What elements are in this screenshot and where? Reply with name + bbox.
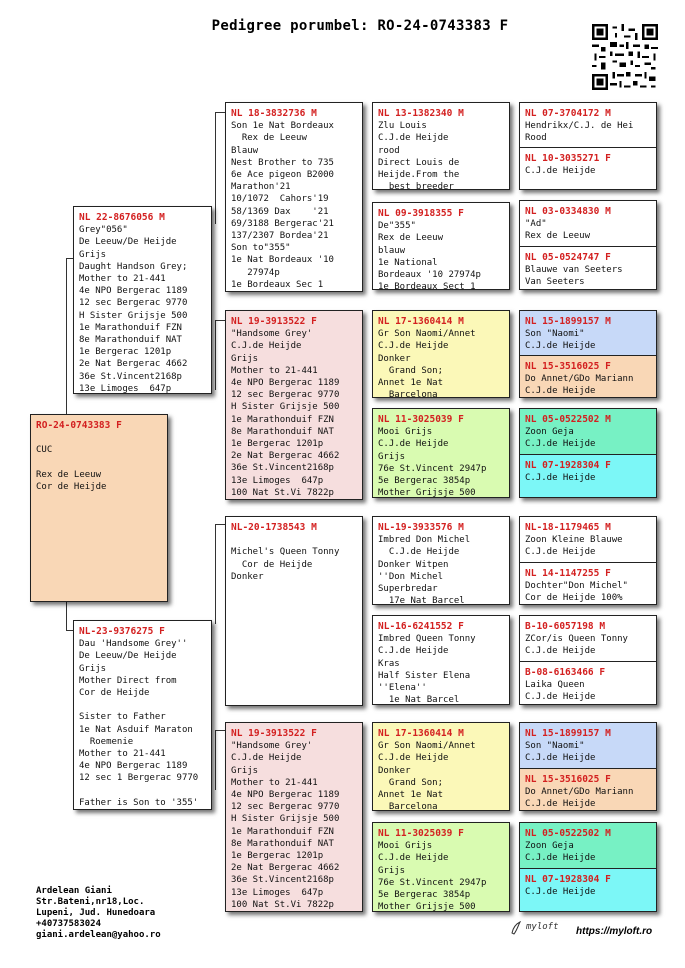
info-line: 4e NPO Bergerac 1189 (79, 286, 188, 297)
dd-lines (226, 740, 362, 911)
card-lines (520, 472, 656, 484)
info-line: 76e St.Vincent 2947p (378, 877, 487, 888)
info-line: blauw (378, 245, 406, 256)
info-line: Dochter"Don Michel" (525, 580, 628, 591)
info-line: C.J.de Heijde (525, 166, 596, 177)
info-line: Mother to 21-441 (231, 777, 318, 788)
sire-lines (74, 224, 211, 394)
info-line: De Leeuw/De Heijde (79, 651, 177, 662)
info-line: Lupeni, Jud. Hunedoara (36, 908, 156, 918)
info-line: Imbred Queen Tonny (378, 634, 476, 645)
info-line: 13e Limoges 647p (231, 887, 324, 898)
card-lines (520, 264, 656, 288)
info-line: 2e Nat Bergerac 4662 (231, 863, 340, 874)
info-line: C.J.de Heijde (378, 547, 460, 558)
info-line: Donker (378, 353, 411, 364)
info-line: Mooi Grijs (378, 841, 433, 852)
card-lines (520, 120, 656, 144)
info-line: Annet 1e Nat (378, 790, 444, 801)
info-line: Grijs (231, 353, 259, 364)
gen3-card[interactable] (372, 516, 510, 605)
info-line: C.J.de Heijde (525, 798, 596, 809)
gen4-sire-half (520, 823, 656, 868)
card-lines (520, 534, 656, 558)
info-line: Cor de Heijde (231, 559, 313, 570)
info-line: Half Sister Elena (378, 670, 471, 681)
connector (66, 258, 67, 414)
info-line: C.J.de Heijde (525, 853, 596, 864)
info-line: Zoon Geja (525, 841, 574, 852)
gen3-card[interactable] (372, 202, 510, 290)
ring-number: NL 05-0524747 F (525, 252, 611, 263)
gen4-dam-half (520, 454, 656, 498)
info-line: Zlu Louis (378, 121, 427, 132)
connector (66, 600, 67, 630)
card-lines (373, 633, 509, 705)
info-line: C.J.de Heijde (525, 341, 596, 352)
info-line: ''Elena'' (378, 683, 427, 694)
info-line: Nest Brother to 735 (231, 157, 334, 168)
info-line: Zoon Geja (525, 427, 574, 438)
info-line: C.J.de Heijde (231, 341, 302, 352)
gen3-card[interactable] (372, 722, 510, 811)
ring-number: NL 18-3832736 M (231, 108, 317, 119)
info-line: Annet 1e Nat (378, 378, 444, 389)
info-line: 58/1369 Dax '21 (231, 206, 329, 217)
ring-number: NL 17-1360414 M (378, 316, 464, 327)
info-line: Donker (378, 765, 411, 776)
card-lines (520, 886, 656, 898)
sd-lines (226, 328, 362, 499)
info-line: 1e Bergerac 1201p (231, 851, 324, 862)
info-line: 76e St.Vincent 2947p (378, 463, 487, 474)
info-line: Rex de Leeuw (36, 469, 102, 480)
info-line: 2e Nat Bergerac 4662 (231, 451, 340, 462)
info-line: 8e Marathonduif NAT (231, 838, 334, 849)
info-line: Direct Louis de (378, 157, 460, 168)
info-line: Laika Queen (525, 680, 585, 691)
info-line: Gr Son Naomi/Annet (378, 741, 476, 752)
info-line: 8e Marathonduif NAT (79, 335, 182, 346)
info-line: Van Seeters (525, 277, 585, 288)
info-line: 36e St.Vincent2168p (79, 371, 182, 382)
info-line: 69/3188 Bergerac'21 (231, 218, 334, 229)
info-line: Kras (378, 658, 400, 669)
ring-number: RO-24-0743383 F (36, 420, 122, 431)
qr-code-icon (592, 24, 658, 90)
ds-lines (226, 534, 362, 583)
info-line: 1e Nat Asduif Maraton (79, 724, 193, 735)
info-line: 100 Nat St.Vi 7822p (231, 899, 334, 910)
gen4-pair-card[interactable] (519, 102, 657, 190)
info-line: 1e Marathonduif FZN (79, 322, 182, 333)
website-link[interactable]: https://myloft.ro (576, 926, 653, 937)
card-lines (520, 328, 656, 352)
ring-number: NL 22-8676056 M (79, 212, 165, 223)
card-lines (373, 740, 509, 811)
info-line: Marathon'21 (231, 182, 291, 193)
info-line: 5e Bergerac 3854p (378, 890, 471, 901)
info-line: Superbredar (378, 584, 438, 595)
info-line: 6e Ace pigeon B2000 (231, 170, 334, 181)
card-lines (373, 328, 509, 398)
info-line: Cor de Heijde 100% (525, 592, 623, 603)
info-line: Rex de Leeuw (231, 133, 307, 144)
info-line: C.J.de Heijde (378, 133, 449, 144)
card-lines (520, 426, 656, 450)
myloft-logo-icon (510, 921, 522, 935)
info-line: ''Don Michel (378, 571, 444, 582)
info-line: "Ad" (525, 219, 547, 230)
ring-number: NL 14-1147255 F (525, 567, 611, 579)
info-line: De"355" (378, 221, 416, 232)
info-line (31, 457, 167, 469)
info-line: 1e Nat Barcel (378, 695, 460, 705)
ring-number: NL 15-3516025 F (525, 361, 611, 372)
info-line: 36e St.Vincent2168p (231, 875, 334, 886)
dam-lines (74, 638, 211, 809)
info-line: Do Annet/GDo Mariann (525, 374, 634, 385)
info-line: 17e Nat Barcel (378, 596, 465, 605)
connector (215, 320, 216, 390)
gen4-pair-card[interactable] (519, 615, 657, 705)
ring-number: NL 19-3913522 F (231, 316, 317, 327)
info-line: Son 1e Nat Bordeaux (231, 121, 334, 132)
info-line: Grijs (79, 663, 107, 674)
info-line: 12 sec Bergerac 9770 (231, 390, 340, 401)
info-line: Mother Grijsje 500 (378, 488, 476, 498)
info-line: C.J.de Heijde (231, 753, 302, 764)
ring-number: NL 19-3913522 F (231, 728, 317, 739)
info-line: 13e Limoges 647p (231, 475, 324, 486)
sire-sire-card[interactable] (225, 102, 363, 292)
dam-sire-card[interactable] (225, 516, 363, 706)
info-line: Barcelona (378, 802, 438, 811)
info-line: C.J.de Heijde (525, 692, 596, 703)
gen4-dam-half (520, 661, 656, 705)
info-line: Cor de Heijde (79, 688, 150, 699)
ring-number: NL 15-1899157 M (525, 316, 611, 327)
ring-number: B-08-6163466 F (525, 667, 606, 678)
info-line: Son "Naomi" (525, 329, 585, 340)
gen4-pair-card[interactable] (519, 722, 657, 811)
info-line: 10/1072 Cahors'19 (231, 194, 329, 205)
info-line: Gr Son Naomi/Annet (378, 329, 476, 340)
info-line: C.J.de Heijde (525, 386, 596, 397)
info-line: 4e NPO Bergerac 1189 (231, 378, 340, 389)
card-lines (373, 120, 509, 190)
info-line: "Handsome Grey' (231, 329, 313, 340)
info-line (74, 699, 211, 711)
ring-number: NL-19-3933576 M (378, 522, 464, 533)
ring-number: NL 17-1360414 M (378, 728, 464, 739)
card-lines (520, 786, 656, 810)
info-line: Mother to 21-441 (79, 749, 166, 760)
info-line: Son "Naomi" (525, 741, 585, 752)
sire-dam-card[interactable] (225, 310, 363, 500)
gen4-sire-half (520, 201, 656, 246)
ring-number: NL-18-1179465 M (525, 522, 611, 533)
gen4-sire-half (520, 723, 656, 768)
info-line: 12 sec Bergerac 9770 (231, 802, 340, 813)
info-line (226, 534, 362, 546)
ss-lines (226, 120, 362, 291)
page-title: Pedigree porumbel: RO-24-0743383 F (211, 18, 509, 34)
info-line: Mother to 21-441 (79, 274, 166, 285)
info-line: Rood (525, 133, 547, 144)
info-line: 12 sec 1 Bergerac 9770 (79, 773, 199, 784)
info-line: +40737583024 (36, 919, 102, 929)
card-lines (520, 840, 656, 864)
gen4-pair-card[interactable] (519, 408, 657, 498)
info-line: Ardelean Giani (36, 886, 112, 896)
connector (215, 112, 216, 224)
info-line: giani.ardelean@yahoo.ro (36, 930, 161, 940)
gen4-dam-half (520, 868, 656, 912)
info-line: 1e Marathonduif FZN (231, 826, 334, 837)
info-line: C.J.de Heijde (525, 646, 596, 657)
info-line: 1e National (378, 257, 438, 268)
info-line: 1e Bergerac 1201p (79, 347, 172, 358)
gen4-dam-half (520, 355, 656, 398)
gen4-dam-half (520, 562, 656, 606)
info-line: Dau 'Handsome Grey'' (79, 639, 188, 650)
info-line: rood (378, 145, 400, 156)
gen3-card[interactable] (372, 822, 510, 912)
ring-number: B-10-6057198 M (525, 621, 606, 632)
info-line: 1e Bordeaux Sect 1 (378, 282, 476, 290)
connector (215, 730, 216, 790)
gen4-pair-card[interactable] (519, 822, 657, 912)
info-line: Father is Son to '355' (79, 797, 199, 808)
info-line: C.J.de Heijde (525, 473, 596, 484)
info-line: Mother Direct from (79, 675, 177, 686)
info-line (31, 432, 167, 444)
info-line: Grand Son; (378, 365, 444, 376)
card-lines (520, 740, 656, 764)
gen4-sire-half (520, 517, 656, 562)
info-line: best breeder (378, 182, 454, 190)
connector (215, 524, 225, 525)
card-lines (373, 426, 509, 498)
connector (215, 730, 225, 731)
gen4-sire-half (520, 409, 656, 454)
gen4-pair-card[interactable] (519, 200, 657, 290)
gen3-card[interactable] (372, 310, 510, 398)
info-line: Imbred Don Michel (378, 535, 471, 546)
gen4-dam-half (520, 147, 656, 190)
ring-number: NL 05-0522502 M (525, 828, 611, 839)
info-line: C.J.de Heijde (525, 439, 596, 450)
info-line: 4e NPO Bergerac 1189 (231, 790, 340, 801)
info-line: Barcelona (378, 390, 438, 398)
info-line: Bordeaux '10 27974p (378, 270, 481, 281)
info-line: 27974p (231, 267, 280, 278)
sire-card[interactable] (73, 206, 212, 394)
info-line: 1e Bordeaux Sec 1 (231, 279, 324, 290)
gen4-sire-half (520, 616, 656, 661)
gen4-sire-half (520, 311, 656, 355)
ring-number: NL-16-6241552 F (378, 621, 464, 632)
info-line: Rex de Leeuw (378, 233, 444, 244)
info-line (74, 785, 211, 797)
ring-number: NL-20-1738543 M (231, 522, 317, 533)
info-line: Donker (231, 571, 264, 582)
info-line: 1e Bergerac 1201p (231, 439, 324, 450)
gen4-sire-half (520, 103, 656, 147)
info-line: C.J.de Heijde (378, 753, 449, 764)
info-line: Zoon Kleine Blauwe (525, 535, 623, 546)
info-line: H Sister Grijsje 500 (79, 310, 188, 321)
info-line: C.J.de Heijde (525, 887, 596, 898)
info-line: Mooi Grijs (378, 427, 433, 438)
ring-number: NL 15-3516025 F (525, 773, 611, 785)
info-line: ZCor/is Queen Tonny (525, 634, 628, 645)
info-line: 2e Nat Bergerac 4662 (79, 359, 188, 370)
info-line: 8e Marathonduif NAT (231, 426, 334, 437)
info-line: C.J.de Heijde (378, 341, 449, 352)
ring-number: NL 15-1899157 M (525, 728, 611, 739)
info-line: 1e Nat Bordeaux '10 (231, 255, 334, 266)
info-line: 13e Limoges 647p (79, 383, 172, 394)
info-line: Heijde.From the (378, 170, 460, 181)
dam-card[interactable] (73, 620, 212, 810)
brand-logo-text: myloft (526, 922, 559, 932)
dam-dam-card[interactable] (225, 722, 363, 912)
connector (215, 524, 216, 624)
info-line: Donker Witpen (378, 559, 449, 570)
info-line: De Leeuw/De Heijde (79, 237, 177, 248)
connector (215, 320, 225, 321)
info-line: C.J.de Heijde (378, 853, 449, 864)
ring-number: NL 05-0522502 M (525, 414, 611, 425)
info-line: Grand Son; (378, 777, 444, 788)
info-line: Mother to 21-441 (231, 365, 318, 376)
ring-number: NL 09-3918355 F (378, 208, 464, 219)
gen4-dam-half (520, 246, 656, 290)
ring-number: NL 13-1382340 M (378, 108, 464, 119)
ring-number: NL 11-3025039 F (378, 828, 464, 839)
card-lines (520, 633, 656, 657)
info-line: Daught Handson Grey; (79, 261, 188, 272)
gen4-dam-half (520, 768, 656, 812)
info-line: C.J.de Heijde (378, 646, 449, 657)
info-line: 5e Bergerac 3854p (378, 476, 471, 487)
info-line: Blauw (231, 145, 259, 156)
card-lines (520, 580, 656, 604)
subject-card[interactable] (30, 414, 168, 602)
info-line: Sister to Father (79, 712, 166, 723)
info-line: C.J.de Heijde (525, 547, 596, 558)
card-lines (520, 218, 656, 242)
owner-address (36, 886, 161, 941)
info-line: "Handsome Grey' (231, 741, 313, 752)
info-line: Son to"355" (231, 243, 291, 254)
info-line: Blauwe van Seeters (525, 265, 623, 276)
card-lines (520, 165, 656, 177)
info-line: 12 sec Bergerac 9770 (79, 298, 188, 309)
info-line: Roemenie (79, 736, 134, 747)
connector (215, 112, 225, 113)
subject-lines (31, 432, 167, 493)
gen3-card[interactable] (372, 615, 510, 705)
info-line: Grijs (79, 249, 107, 260)
info-line: Hendrikx/C.J. de Hei (525, 121, 634, 132)
ring-number: NL 07-1928304 F (525, 460, 611, 471)
info-line: 1e Marathonduif FZN (231, 414, 334, 425)
info-line: Grijs (231, 765, 259, 776)
ring-number: NL 07-3704172 M (525, 108, 611, 119)
ring-number: NL 11-3025039 F (378, 414, 464, 425)
info-line: C.J.de Heijde (378, 439, 449, 450)
gen3-card[interactable] (372, 102, 510, 190)
card-lines (373, 220, 509, 290)
ring-number: NL 10-3035271 F (525, 153, 611, 164)
ring-number: NL 03-0334830 M (525, 206, 611, 217)
info-line: 137/2307 Bordea'21 (231, 231, 329, 242)
info-line: Do Annet/GDo Mariann (525, 786, 634, 797)
info-line: Grijs (378, 865, 406, 876)
ring-number: NL-23-9376275 F (79, 626, 165, 637)
info-line: H Sister Grijsje 500 (231, 402, 340, 413)
gen4-pair-card[interactable] (519, 516, 657, 605)
ring-number: NL 07-1928304 F (525, 874, 611, 885)
info-line: H Sister Grijsje 500 (231, 814, 340, 825)
info-line: Str.Bateni,nr18,Loc. (36, 897, 145, 907)
info-line: Grijs (378, 451, 406, 462)
gen4-pair-card[interactable] (519, 310, 657, 398)
info-line: Michel's Queen Tonny (231, 547, 340, 558)
info-line: 100 Nat St.Vi 7822p (231, 487, 334, 498)
brand-logo (526, 922, 559, 932)
info-line: Cor de Heijde (36, 482, 107, 493)
card-lines (520, 679, 656, 703)
info-line: C.J.de Heijde (525, 753, 596, 764)
gen3-card[interactable] (372, 408, 510, 498)
card-lines (373, 534, 509, 605)
info-line: Mother Grijsje 500 (378, 902, 476, 912)
info-line: 36e St.Vincent2168p (231, 463, 334, 474)
info-line: 4e NPO Bergerac 1189 (79, 761, 188, 772)
card-lines (373, 840, 509, 912)
info-line: CUC (36, 445, 53, 456)
info-line: Grey"056" (79, 225, 128, 236)
info-line: Rex de Leeuw (525, 231, 591, 242)
card-lines (520, 373, 656, 397)
